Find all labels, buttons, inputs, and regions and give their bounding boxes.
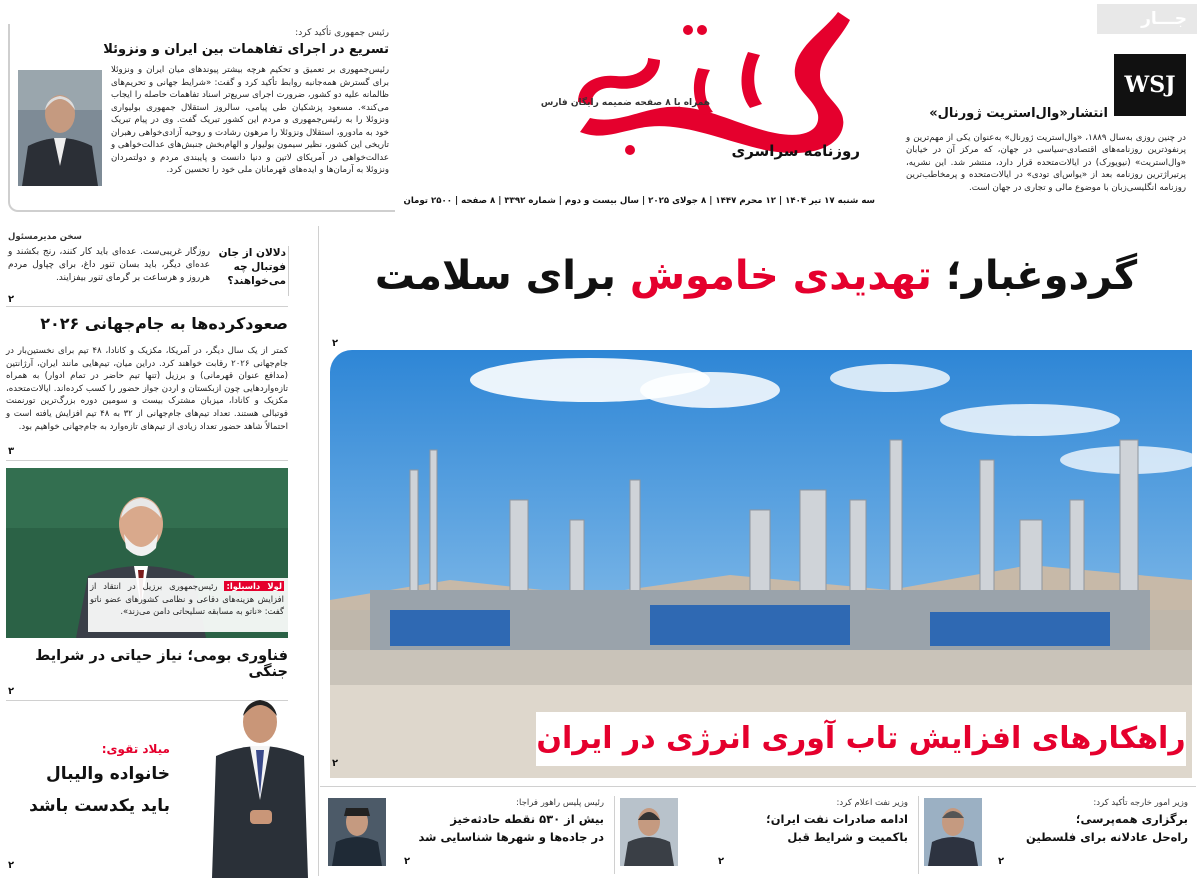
- lula-caption-text: رئیس‌جمهوری برزیل در انتقاد از افزایش هزینه‌های دفاعی و نظامی کشورهای عضو ناتو گفت: «ناتو به مسابقه تسلیحاتی دامن می‌زند».: [90, 581, 284, 616]
- taghavi-page-number: ۲: [8, 860, 15, 871]
- top-story: [8, 24, 395, 212]
- bottom-news-3: [324, 796, 610, 876]
- corner-tag: [1097, 4, 1197, 34]
- hero-page-number: ۲: [332, 758, 339, 769]
- pezeshkian-photo: [18, 70, 102, 186]
- masthead-subtitle: روزنامه سراسری: [731, 142, 860, 160]
- bottom-news-3-title-line1: بیش از ۵۳۰ نقطه حادثه‌خیز: [450, 812, 604, 826]
- top-story-kicker: رئیس جمهوری تأکید کرد:: [295, 28, 389, 38]
- lula-name: لولا داسیلوا:: [226, 581, 282, 591]
- bottom-news-3-title-line2: در جاده‌ها و شهرها شناسایی شد: [418, 830, 604, 844]
- headline-page-number: ۲: [332, 338, 339, 349]
- lula-caption: [6, 578, 288, 632]
- editor-label: سخن مدیرمسئول: [8, 232, 82, 242]
- bottom-news-1-title-line1: برگزاری همه‌پرسی؛: [1075, 812, 1188, 826]
- bottom-news-2-title-line2: باکمیت و شرایط قبل: [787, 830, 908, 844]
- bottom-news-2-page: ۲: [718, 856, 725, 867]
- taghavi-title-line2: باید یکدست باشد: [29, 796, 170, 816]
- police-chief-photo: [328, 798, 386, 866]
- paknejad-photo: [620, 798, 678, 866]
- worldcup-page-number: ۳: [8, 446, 15, 457]
- editor-title-box: [214, 246, 289, 296]
- editor-page-number: ۲: [8, 294, 15, 305]
- wsj-title: انتشار«وال‌استریت ژورنال»: [929, 106, 1108, 121]
- worldcup-title: صعودکرده‌ها به جام‌جهانی ۲۰۲۶: [40, 314, 288, 333]
- bottom-news-2: [618, 796, 914, 876]
- bottom-news-1-title-line2: راه‌حل عادلانه برای فلسطین: [1026, 830, 1188, 844]
- masthead-supplement: همراه با ۸ صفحه ضمیمه رایگان فارس: [540, 98, 710, 108]
- lula-title: فناوری بومی؛ نیاز حیاتی در شرایط جنگی: [35, 648, 288, 680]
- wsj-body: در چنین روزی به‌سال ۱۸۸۹، «وال‌استریت ژورنال» به‌عنوان یکی از مهم‌ترین و پرنفوذترین روزنامه‌های اقتصادی-سیاسی در جهان، که مرکز آن در خیابان «وال‌استریت» (نیویورک) در ایالات‌متحده قرار دارد، منتشر شد. این نشریه، پرتیراژترین روزنامه بعد از «یواس‌ای تودی» در ایالات‌متحده و پرمخاطب‌ترین روزنامه انگلیسی‌زبان با موضوع مالی و تجاری در جهان است.: [906, 133, 1186, 193]
- araghchi-photo: [924, 798, 982, 866]
- bottom-news-1-kicker: وزیر امور خارجه تأکید کرد:: [1093, 798, 1188, 808]
- top-story-body: رئیس‌جمهوری بر تعمیق و تحکیم هرچه بیشتر پیوندهای میان ایران و ونزوئلا برای گسترش همه‌جانبه روابط تأکید کرد و گفت: «شرایط جهانی و تحریم‌های ظالمانه علیه دو کشور، ضرورت اجرای سریع‌تر اسناد تفاهمات حاصله را ایجاب می‌کند». مسعود پزشکیان طی پیامی، سالروز استقلال جمهوری بولیواری ونزوئلا را به رئیس‌جمهوری و مردم این کشور تبریک گفت. وی در پیام تبریک خود به مادورو، استقلال ونزوئلا را مرهون رشادت و روحیه آزادی‌خواهی رهبران تاریخی این کشور، نظیر سیمون بولیوار و الهام‌بخش جنبش‌های عدالت‌خواهی و عدالت‌خواهی در آمریکای لاتین و دنیا دانست و پایبندی مردم و دولتمردان ونزوئلا به آرمان‌ها و ایده‌های قهرمانان ملی خود را تحسین کرد.: [111, 65, 389, 175]
- main-headline: [320, 236, 1192, 316]
- worldcup-body: کمتر از یک سال دیگر، در آمریکا، مکزیک و کانادا، ۴۸ تیم برای نخستین‌بار در جام‌جهانی ۲۰۲۶ رقابت خواهند کرد. دراین میان، تیم‌هایی مانند ایران، آرژانتین (مدافع عنوان قهرمانی) و برزیل (تنها تیم حاضر در تمام ادوار) به همراه تازه‌واردهایی چون ازبکستان و اردن جواز حضور را کسب کرده‌اند. ایالات‌متحده، مکزیک و کانادا، میزبان مشترک بیست و سومین دوره بزرگ‌ترین تورنمنت فوتبالی هستند. تعداد تیم‌های جام‌جهانی از ۳۲ به ۴۸ تیم افزایش یافته است و احتمالاً شاهد حضور تعداد زیادی از تیم‌های تازه‌وارد به جام‌جهانی خواهیم بود.: [6, 346, 288, 432]
- headline-part1: گردوغبار؛: [945, 253, 1138, 299]
- taghavi-name: میلاد تقوی:: [101, 742, 170, 756]
- top-story-title: تسریع در اجرای تفاهمات بین ایران و ونزوئلا: [103, 42, 389, 57]
- editor-body: روزگار غریبی‌ست. عده‌ای باید کار کنند، رنج بکشند و عده‌ای دیگر، باید بسان تنور داغ، برای چپاول مردم هرروز و هرساعت بر گرمای تنور بیفزایند.: [8, 247, 210, 284]
- bottom-news-1-page: ۲: [998, 856, 1005, 867]
- taghavi-photo: [210, 690, 310, 878]
- lula-page-number: ۲: [8, 686, 15, 697]
- bottom-news-1: [922, 796, 1194, 876]
- corner-tag-label: جـــار: [1141, 9, 1187, 29]
- headline-part2: تهدیدی خاموش: [629, 253, 932, 299]
- bottom-news-2-title-line1: ادامه صادرات نفت ایران؛: [766, 812, 908, 826]
- wsj-logo: WSJ: [1114, 54, 1186, 116]
- editor-title: دلالان از جان فوتبال چه می‌خواهند؟: [218, 247, 286, 287]
- bottom-news-3-page: ۲: [404, 856, 411, 867]
- headline-part3: برای سلامت: [374, 253, 616, 299]
- bottom-news-3-kicker: رئیس پلیس راهور فراجا:: [516, 798, 604, 808]
- hero-caption: راهکارهای افزایش تاب آوری انرژی در ایران: [536, 712, 1186, 766]
- dateline: سه شنبه ۱۷ تیر ۱۴۰۴ | ۱۲ محرم ۱۴۴۷ | ۸ جولای ۲۰۲۵ | سال بیست و دوم | شماره ۳۳۹۲ | ۸ صفحه | ۲۵۰۰ تومان: [403, 196, 875, 206]
- bottom-news-2-kicker: وزیر نفت اعلام کرد:: [836, 798, 908, 808]
- taghavi-title-line1: خانواده والیبال: [46, 764, 170, 784]
- wsj-box: [905, 44, 1192, 209]
